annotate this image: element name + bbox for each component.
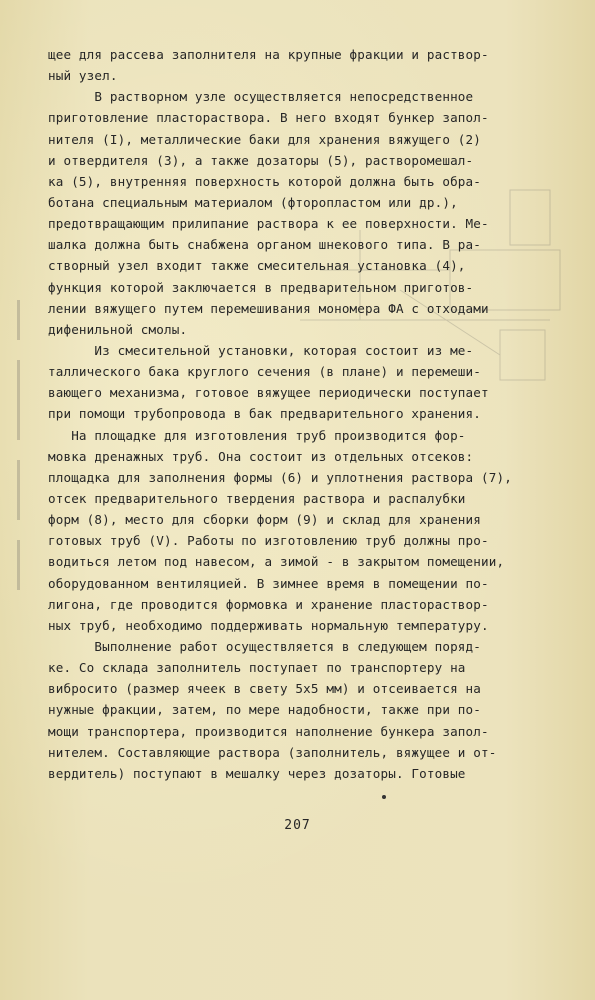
text-line: нителем. Составляющие раствора (заполнитель, вяжущее и от- (48, 744, 497, 760)
ink-spot (382, 795, 386, 799)
text-line: отсек предварительного твердения раствора и распалубки (48, 490, 466, 506)
margin-stamp-mark (14, 300, 24, 600)
text-line: вибросито (размер ячеек в свету 5х5 мм) и отсеивается на (48, 681, 481, 697)
text-line: предотвращающим прилипание раствора к ее поверхности. Ме- (48, 216, 489, 232)
text-line: ка (5), внутренняя поверхность которой должна быть обра- (48, 173, 481, 189)
text-line: приготовление пластораствора. В него входят бункер запол- (48, 110, 489, 126)
text-line: створный узел входит также смесительная установка (4), (48, 258, 466, 274)
text-line: На площадке для изготовления труб производится фор- (48, 427, 466, 443)
text-line: мощи транспортера, производится наполнение бункера запол- (48, 723, 489, 739)
text-line: вердитель) поступают в мешалку через дозаторы. Готовые (48, 765, 466, 781)
text-line: функция которой заключается в предварительном приготов- (48, 279, 474, 295)
text-line: нителя (I), металлические баки для хранения вяжущего (2) (48, 131, 481, 147)
text-line: мовка дренажных труб. Она состоит из отдельных отсеков: (48, 448, 474, 464)
text-line: нужные фракции, затем, по мере надобности, также при по- (48, 702, 481, 718)
text-line: при помощи трубопровода в бак предварительного хранения. (48, 406, 481, 422)
text-line: ке. Со склада заполнитель поступает по транспортеру на (48, 660, 466, 676)
text-line: шалка должна быть снабжена органом шнекового типа. В ра- (48, 237, 481, 253)
body-text (48, 44, 568, 784)
text-line: форм (8), место для сборки форм (9) и склад для хранения (48, 512, 481, 528)
text-line: ный узел. (48, 68, 118, 84)
text-line: вающего механизма, готовое вяжущее периодически поступает (48, 385, 489, 401)
text-line: оборудованном вентиляцией. В зимнее время в помещении по- (48, 575, 489, 591)
text-line: лении вяжущего путем перемешивания мономера ФА с отходами (48, 300, 489, 316)
text-line: ных труб, необходимо поддерживать нормальную температуру. (48, 617, 489, 633)
text-line: и отвердителя (3), а также дозаторы (5), растворомешал- (48, 152, 474, 168)
text-line: Из смесительной установки, которая состоит из ме- (48, 342, 474, 358)
text-line: водиться летом под навесом, а зимой - в закрытом помещении, (48, 554, 505, 570)
text-line: ботана специальным материалом (фторопластом или др.), (48, 194, 458, 210)
text-line: лигона, где проводится формовка и хранение пластораствор- (48, 596, 489, 612)
text-line: таллического бака круглого сечения (в плане) и перемеши- (48, 364, 481, 380)
page-number: 207 (284, 818, 311, 833)
text-line: дифенильной смолы. (48, 321, 188, 337)
text-line: площадка для заполнения формы (6) и уплотнения раствора (7), (48, 469, 512, 485)
text-line: щее для рассева заполнителя на крупные фракции и раствор- (48, 47, 489, 62)
text-line: В растворном узле осуществляется непосредственное (48, 89, 474, 105)
text-line: готовых труб (V). Работы по изготовлению труб должны про- (48, 533, 489, 549)
text-line: Выполнение работ осуществляется в следующем поряд- (48, 638, 481, 654)
